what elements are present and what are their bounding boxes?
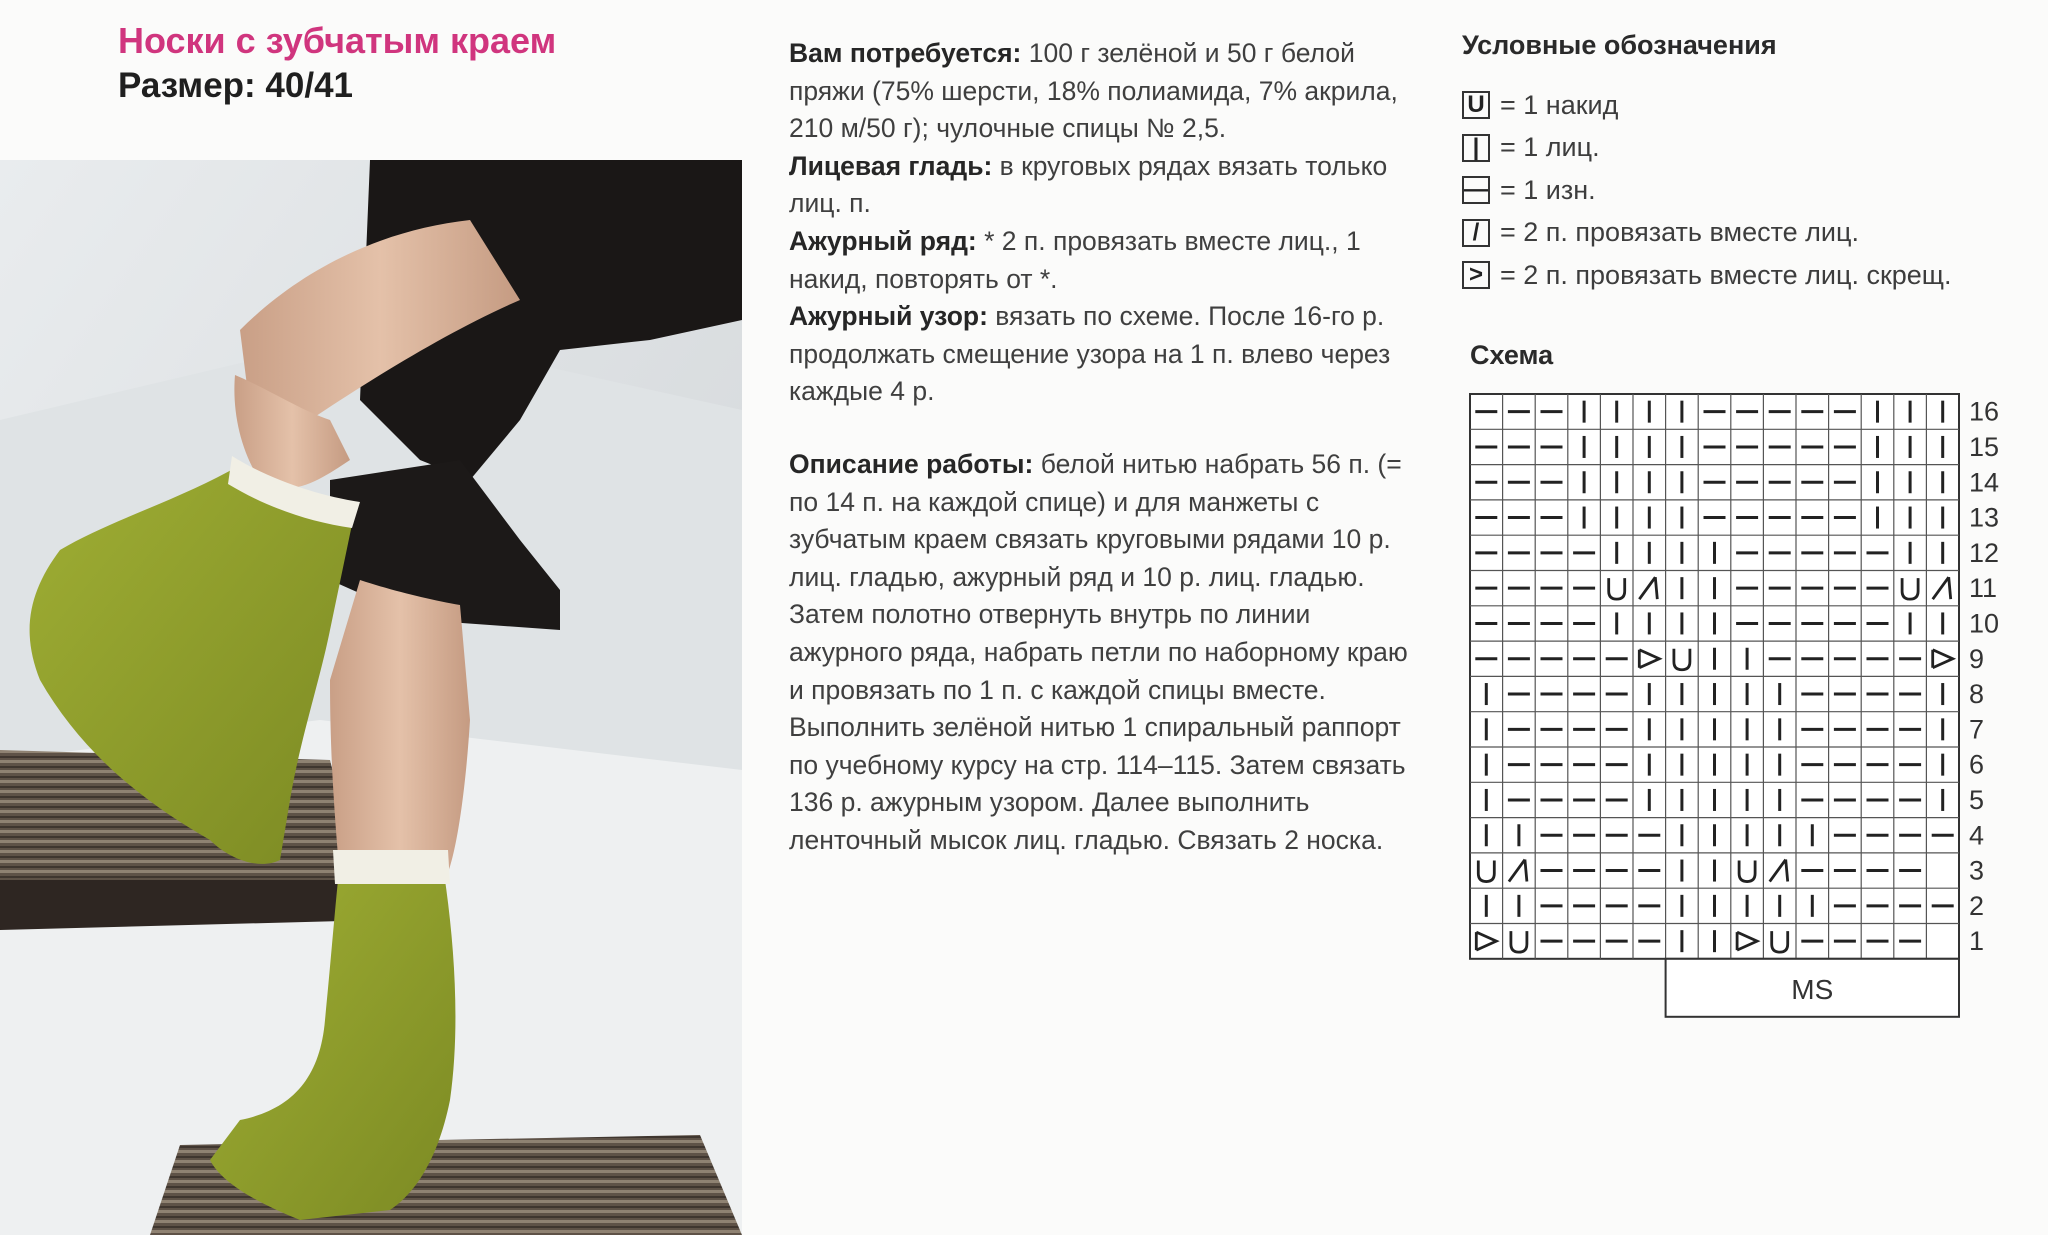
chart-row-number: 4 <box>1969 820 1985 851</box>
chart-row-number: 6 <box>1969 749 1985 780</box>
knitting-chart <box>1468 392 2028 1022</box>
chart-row-number: 13 <box>1969 502 2000 533</box>
knit-stitch-icon: | <box>1462 134 1490 162</box>
lace-pattern-label: Ажурный узор: <box>789 301 988 332</box>
chart-row-number: 5 <box>1969 784 1985 815</box>
k2tog-icon: / <box>1462 219 1490 247</box>
legend-text: = 1 лиц. <box>1500 132 1600 163</box>
chart-row-number: 8 <box>1969 679 1985 710</box>
size-label: Размер: 40/41 <box>118 66 354 105</box>
materials-text: 100 г зелёной и 50 г белой пряжи (75% шерсти, 18% полиамида, 7% акрила, 210 м/50 г); чулочные спицы № 2,5. <box>789 38 1398 144</box>
chart-row-number: 9 <box>1969 643 1985 674</box>
legend-text: = 2 п. провязать вместе лиц. <box>1500 217 1859 248</box>
eyelet-row-paragraph <box>789 223 1414 298</box>
legend-title: Условные обозначения <box>1462 30 1777 60</box>
work-description-paragraph <box>789 446 1414 860</box>
work-description-label: Описание работы: <box>789 448 1034 479</box>
scheme-title: Схема <box>1470 340 1554 370</box>
socks-illustration <box>0 160 742 1235</box>
legend-item-knit <box>1462 127 2048 170</box>
yarn-over-icon: U <box>1462 91 1490 119</box>
chart-row-number: 1 <box>1969 926 1985 957</box>
legend-list <box>1462 84 2048 297</box>
legend-text: = 1 изн. <box>1500 174 1596 205</box>
purl-stitch-icon: — <box>1464 176 1488 204</box>
legend-item-k2tog-tbl <box>1462 254 2048 297</box>
k2tog-crossed-icon: > <box>1462 261 1490 289</box>
chart-row-number: 12 <box>1969 537 2000 568</box>
legend-item-purl <box>1462 169 2048 212</box>
chart-row-number: 11 <box>1969 573 1998 604</box>
chart-row-number: 10 <box>1969 608 2000 639</box>
chart-row-number: 7 <box>1969 714 1985 745</box>
materials-label: Вам потребуется: <box>789 38 1022 68</box>
work-description-text: белой нитью набрать 56 п. (= по 14 п. на каждой спице) и для манжеты с зубчатым краем связать круговыми рядами 10 р. лиц. гладью, ажурный ряд и 10 р. лиц. гладью. Затем полотно отвернуть внутрь по линии ажурного ряда, набрать петли по наборному краю и провязать по 1 п. с каждой спицы вместе. Выполнить зелёной нитью 1 спиральный раппорт по учебному курсу на стр. 114–115. Затем связать 136 р. ажурным узором. Далее выполнить ленточный мысок лиц. гладью. Связать 2 носка. <box>789 448 1408 855</box>
chart-row-number: 14 <box>1969 467 2000 498</box>
chart-row-number: 16 <box>1969 396 2000 427</box>
chart-row-number: 15 <box>1969 431 2000 462</box>
page-title: Носки с зубчатым краем <box>118 20 557 61</box>
stockinette-text: в круговых рядах вязать только лиц. п. <box>789 150 1388 219</box>
lace-pattern-text: вязать по схеме. После 16-го р. продолжать смещение узора на 1 п. влево через каждые 4 р. <box>789 301 1391 407</box>
materials-paragraph <box>789 35 1414 148</box>
legend-text: = 1 накид <box>1500 89 1619 120</box>
lace-pattern-paragraph <box>789 298 1414 411</box>
eyelet-row-text: * 2 п. провязать вместе лиц., 1 накид, повторять от *. <box>789 225 1361 294</box>
legend-text: = 2 п. провязать вместе лиц. скрещ. <box>1500 259 1952 290</box>
chart-row-number: 3 <box>1969 855 1985 886</box>
chart-row-number: 2 <box>1969 890 1985 921</box>
legend-item-k2tog <box>1462 212 2048 255</box>
socks-photo <box>0 160 742 1235</box>
eyelet-row-label: Ажурный ряд: <box>789 225 977 256</box>
legend-item-yarn-over <box>1462 84 2048 127</box>
stockinette-paragraph <box>789 148 1414 223</box>
stockinette-label: Лицевая гладь: <box>789 150 993 181</box>
instructions-block <box>789 35 1414 859</box>
repeat-label: MS <box>1791 973 1834 1005</box>
